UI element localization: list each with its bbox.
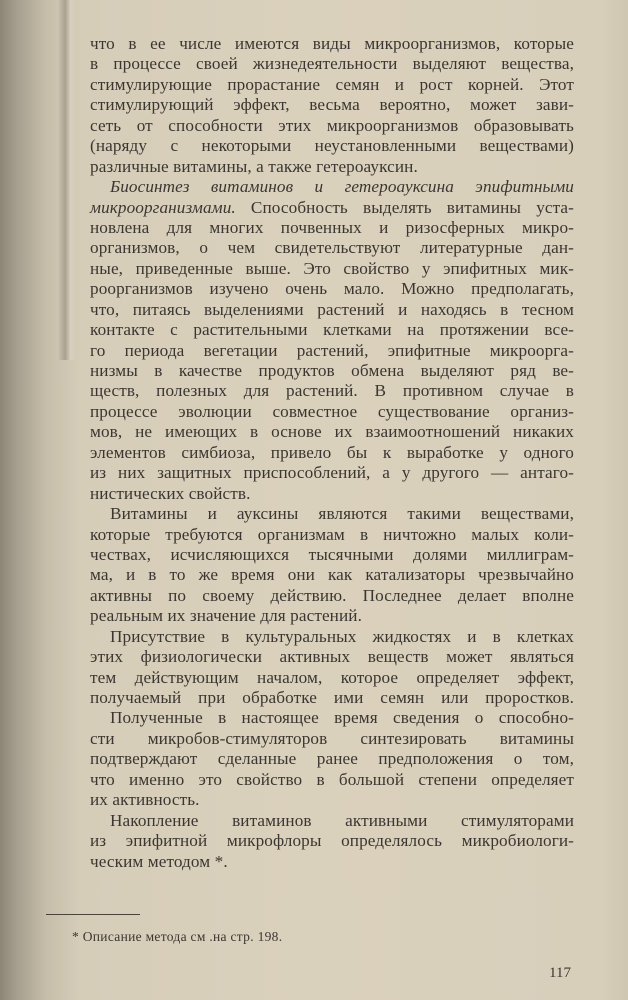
text-line [90, 279, 574, 299]
page-crease-shadow [58, 0, 76, 360]
line-text: чествах, исчисляющихся тысячными долями миллиграм- [90, 544, 574, 564]
line-text: реальным их значение для растений. [90, 606, 362, 626]
line-text: ма, и в то же время они как катализаторы чрезвычайно [90, 565, 574, 585]
text-line [90, 749, 574, 769]
line-text: ществ, полезных для растений. В противном случае в [90, 381, 574, 401]
text-line [90, 525, 574, 545]
text-line [90, 177, 574, 197]
text-line [90, 565, 574, 585]
line-text: ческим методом *. [90, 851, 228, 871]
line-text: процессе эволюции совместное существование организ- [90, 401, 574, 421]
line-text: нистических свойств. [90, 483, 251, 503]
text-line [90, 484, 574, 504]
text-line [90, 606, 574, 626]
line-text: (наряду с некоторыми неустановленными веществами) [90, 136, 574, 156]
text-line [90, 116, 574, 136]
footnote: * Описание метода см .на стр. 198. [72, 929, 283, 944]
line-text: го периода вегетации растений, эпифитные микроорга- [90, 340, 574, 360]
line-text: получаемый при обработке ими семян или проростков. [90, 688, 574, 707]
line-text: тем действующим началом, которое определяет эффект, [90, 667, 574, 687]
line-text: что именно это свойство в большой степени определяет [90, 769, 574, 789]
line-text: активны по своему действию. Последнее делает вполне [90, 585, 574, 605]
text-line [90, 54, 574, 74]
text-line [90, 218, 574, 238]
line-text: ные, приведенные выше. Это свойство у эпифитных мик- [90, 258, 574, 278]
text-line [90, 259, 574, 279]
text-line [90, 157, 574, 177]
line-text: их активность. [90, 790, 200, 810]
text-line [90, 627, 574, 647]
text-line [90, 361, 574, 381]
text-line [90, 95, 574, 115]
text-line [90, 668, 574, 688]
text-line [90, 790, 574, 810]
line-text: мов, не имеющих в основе их взаимоотношений никаких [90, 422, 574, 442]
text-line [90, 381, 574, 401]
text-line [90, 647, 574, 667]
text-line [90, 708, 574, 728]
text-line [90, 831, 574, 851]
text-line [90, 463, 574, 483]
text-line [90, 545, 574, 565]
page-number: 117 [549, 965, 571, 981]
line-text: из эпифитной микрофлоры определялось микробиологи- [90, 831, 574, 851]
line-text: элементов симбиоза, привело бы к выработке у одного [90, 442, 574, 462]
footnote-divider [46, 914, 140, 915]
text-line [90, 811, 574, 831]
italic-heading: микроорганизмами. [90, 197, 236, 217]
text-line [90, 198, 574, 218]
line-text: что в ее числе имеются виды микроорганизмов, которые [90, 34, 574, 53]
text-line [90, 770, 574, 790]
line-text: Накопление витаминов активными стимуляторами [110, 810, 574, 830]
text-line [90, 422, 574, 442]
text-line [90, 688, 574, 708]
line-text: новлена для многих почвенных и ризосферных микро- [90, 217, 574, 237]
text-line [90, 136, 574, 156]
line-text: различные витамины, а также гетероауксин. [90, 156, 418, 176]
line-text: Способность выделять витамины уста- [235, 197, 574, 217]
line-text: из них защитных приспособлений, а у другого — антаго- [90, 463, 574, 483]
line-text: низмы в качестве продуктов обмена выделяют ряд ве- [90, 361, 574, 380]
line-text: сеть от способности этих микроорганизмов образовывать [90, 115, 574, 135]
line-text: этих физиологически активных веществ может являться [90, 647, 574, 667]
line-text: сти микробов-стимуляторов синтезировать витамины [90, 728, 574, 748]
text-line [90, 341, 574, 361]
italic-heading: Биосинтез витаминов и гетероауксина эпифитными [110, 177, 574, 197]
line-text: которые требуются организмам в ничтожно малых коли- [90, 524, 574, 544]
line-text: подтверждают сделанные ранее предположения о том, [90, 749, 574, 769]
line-text: контакте с растительными клетками на протяжении все- [90, 320, 574, 340]
text-line [90, 443, 574, 463]
line-text: роорганизмов изучено очень мало. Можно предполагать, [90, 279, 574, 299]
line-text: стимулирующий эффект, весьма вероятно, может зави- [90, 95, 574, 115]
line-text: организмов, о чем свидетельствуют литературные дан- [90, 238, 574, 258]
text-line [90, 75, 574, 95]
text-line [90, 320, 574, 340]
body-text [90, 34, 574, 872]
text-line [90, 300, 574, 320]
line-text: Полученные в настоящее время сведения о способно- [110, 708, 574, 728]
line-text: в процессе своей жизнедеятельности выделяют вещества, [90, 54, 574, 74]
line-text: Витамины и ауксины являются такими веществами, [110, 504, 574, 524]
text-line [90, 238, 574, 258]
line-text: что, питаясь выделениями растений и находясь в тесном [90, 299, 574, 319]
text-line [90, 729, 574, 749]
text-line [90, 402, 574, 422]
text-line [90, 504, 574, 524]
text-line [90, 852, 574, 872]
line-text: стимулирующие прорастание семян и рост корней. Этот [90, 74, 574, 94]
text-line [90, 586, 574, 606]
text-line [90, 34, 574, 54]
line-text: Присутствие в культуральных жидкостях и в клетках [110, 626, 574, 646]
